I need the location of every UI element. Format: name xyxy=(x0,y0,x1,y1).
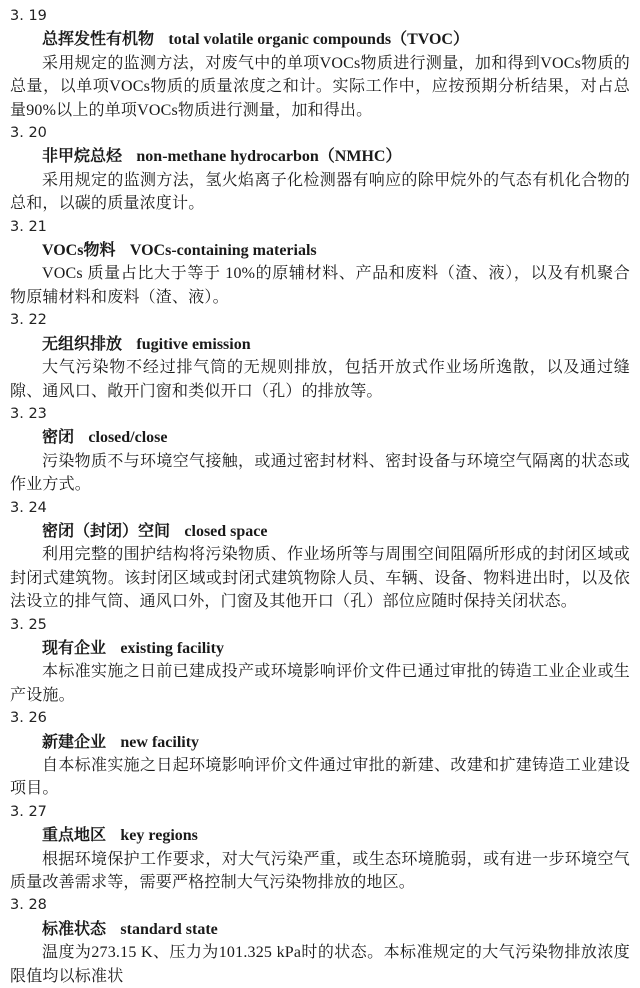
clause-definition: 采用规定的监测方法，对废气中的单项VOCs物质进行测量，加和得到VOCs物质的总量，以单项VOCs物质的质量浓度之和计。实际工作中，应按预期分析结果，对占总量90%以上的单项VOCs物质进行测量，加和得出。 xyxy=(10,54,630,119)
term-chinese: 密闭 xyxy=(42,429,75,447)
clause-term-heading xyxy=(10,28,630,51)
clause-section xyxy=(10,403,630,497)
clause-section xyxy=(10,309,630,403)
clause-term-heading xyxy=(10,333,630,356)
term-english: new facility xyxy=(120,733,200,751)
term-chinese: 密闭（封闭）空间 xyxy=(42,522,171,540)
term-english: standard state xyxy=(120,920,218,938)
clause-section xyxy=(10,216,630,310)
clause-definition: 根据环境保护工作要求，对大气污染严重，或生态环境脆弱，或有进一步环境空气质量改善需求等，需要严格控制大气污染物排放的地区。 xyxy=(10,850,630,892)
term-english: closed space xyxy=(184,522,268,540)
clause-definition: 自本标准实施之日起环境影响评价文件通过审批的新建、改建和扩建铸造工业建设项目。 xyxy=(10,757,630,798)
term-english: fugitive emission xyxy=(136,335,251,353)
term-english: non-methane hydrocarbon（NMHC） xyxy=(136,148,402,166)
clause-definition: 采用规定的监测方法，氢火焰离子化检测器有响应的除甲烷外的气态有机化合物的总和，以碳的质量浓度计。 xyxy=(10,171,630,213)
clause-section xyxy=(10,122,630,216)
clause-section xyxy=(10,894,630,988)
clause-section xyxy=(10,614,630,708)
term-english: closed/close xyxy=(88,429,168,447)
clause-section xyxy=(10,801,630,895)
clause-definition: VOCs 质量占比大于等于 10%的原辅材料、产品和废料（渣、液），以及有机聚合物原辅材料和废料（渣、液）。 xyxy=(10,265,630,306)
clause-definition: 大气污染物不经过排气筒的无规则排放，包括开放式作业场所逸散，以及通过缝隙、通风口、敞开门窗和类似开口（孔）的排放等。 xyxy=(10,359,630,400)
clause-number: 3. 21 xyxy=(10,218,47,235)
term-english: existing facility xyxy=(120,639,224,657)
clause-number: 3. 20 xyxy=(10,125,47,142)
clause-section xyxy=(10,5,630,122)
term-chinese: 标准状态 xyxy=(42,920,107,938)
clause-number: 3. 24 xyxy=(10,499,47,516)
clause-section xyxy=(10,707,630,801)
clause-number: 3. 28 xyxy=(10,897,47,914)
clause-number: 3. 23 xyxy=(10,405,47,422)
clause-term-heading xyxy=(10,426,630,449)
term-chinese: 新建企业 xyxy=(42,733,107,751)
clause-definition: 本标准实施之日前已建成投产或环境影响评价文件已通过审批的铸造工业企业或生产设施。 xyxy=(10,663,630,704)
term-english: total volatile organic compounds（TVOC） xyxy=(168,31,469,49)
clause-number: 3. 25 xyxy=(10,616,47,633)
clause-definition: 污染物质不与环境空气接触，或通过密封材料、密封设备与环境空气隔离的状态或作业方式。 xyxy=(10,452,630,494)
clause-term-heading xyxy=(10,731,630,754)
term-chinese: 重点地区 xyxy=(42,827,107,845)
clause-term-heading xyxy=(10,145,630,168)
term-chinese: 总挥发性有机物 xyxy=(42,31,155,49)
clause-number: 3. 22 xyxy=(10,312,47,329)
clause-number: 3. 27 xyxy=(10,803,47,820)
term-chinese: 非甲烷总烃 xyxy=(42,148,123,166)
clause-number: 3. 19 xyxy=(10,8,47,24)
clause-term-heading xyxy=(10,824,630,847)
clause-definition: 温度为273.15 K、压力为101.325 kPa时的状态。本标准规定的大气污染物排放浓度限值均以标准状 xyxy=(10,944,630,985)
clause-term-heading xyxy=(10,239,630,262)
term-chinese: 无组织排放 xyxy=(42,335,123,353)
term-english: key regions xyxy=(120,827,198,845)
clause-term-heading xyxy=(10,918,630,941)
clause-list xyxy=(10,5,630,988)
term-chinese: VOCs物料 xyxy=(42,242,116,260)
term-english: VOCs-containing materials xyxy=(129,242,317,260)
clause-definition: 利用完整的围护结构将污染物质、作业场所等与周围空间阻隔所形成的封闭区域或封闭式建筑物。该封闭区域或封闭式建筑物除人员、车辆、设备、物料进出时，以及依法设立的排气筒、通风口外，门窗及其他开口（孔）部位应随时保持关闭状态。 xyxy=(10,546,630,611)
clause-term-heading xyxy=(10,637,630,660)
term-chinese: 现有企业 xyxy=(42,639,107,657)
clause-section xyxy=(10,497,630,614)
clause-number: 3. 26 xyxy=(10,710,47,727)
clause-term-heading xyxy=(10,520,630,543)
